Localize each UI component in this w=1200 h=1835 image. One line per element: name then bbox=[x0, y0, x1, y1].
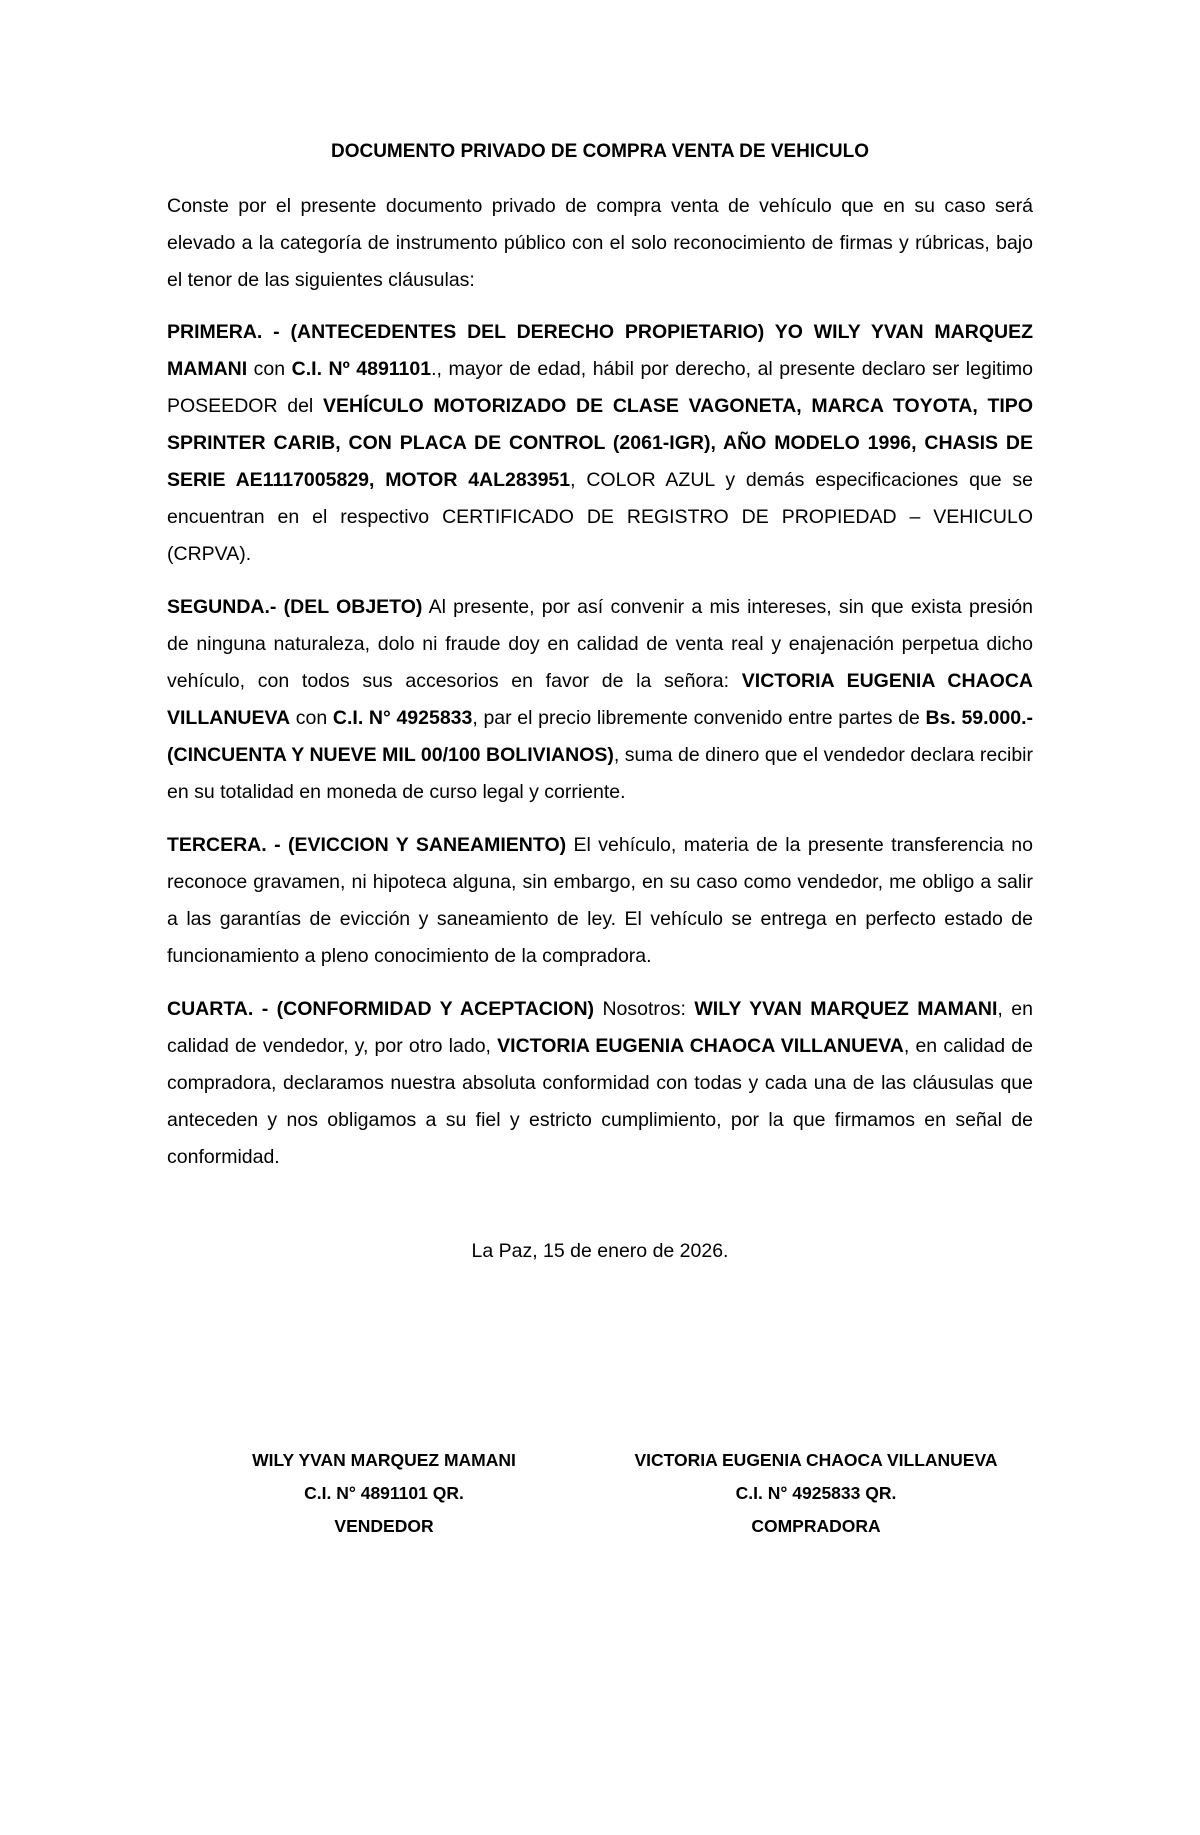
document-body bbox=[167, 188, 1033, 1192]
clause-segunda-heading: SEGUNDA.- (DEL OBJETO) bbox=[167, 596, 423, 618]
clause-text: con bbox=[290, 707, 333, 729]
seller-signature-block bbox=[164, 1444, 604, 1543]
document-title: DOCUMENTO PRIVADO DE COMPRA VENTA DE VEHICULO bbox=[330, 141, 869, 162]
signature-role: COMPRADORA bbox=[751, 1516, 881, 1536]
clause-text: con bbox=[247, 358, 292, 380]
clause-text: El vehículo, materia de la presente transferencia no reconoce gravamen, ni hipoteca alguna, sin embargo, en su caso como vendedor, me obligo a salir a las garantías de evicción y saneamiento de ley. El vehículo se entrega en perfecto estado de funcionamiento a pleno conocimiento de la compradora. bbox=[167, 834, 1033, 967]
clause-text: , en calidad de compradora, declaramos nuestra absoluta conformidad con todas y cada una de las cláusulas que anteceden y nos obligamos a su fiel y estricto cumplimiento, por la que firmamos en señal de conformidad. bbox=[167, 1035, 1033, 1168]
signature-name: VICTORIA EUGENIA CHAOCA VILLANUEVA bbox=[634, 1450, 998, 1470]
seller-name: WILY YVAN MARQUEZ MAMANI bbox=[694, 998, 998, 1020]
place-date-line: La Paz, 15 de enero de 2026. bbox=[471, 1240, 729, 1262]
seller-ci: C.I. Nº 4891101 bbox=[291, 358, 432, 380]
vehicle-description: VEHÍCULO MOTORIZADO DE CLASE VAGONETA, MARCA TOYOTA, TIPO SPRINTER CARIB, CON PLACA DE CONTROL (2061-IGR), AÑO MODELO 1996, CHASIS DE SERIE AE1117005829, MOTOR 4AL283951 bbox=[167, 395, 1033, 491]
signature-role: VENDEDOR bbox=[334, 1516, 434, 1536]
clause-primera-heading: PRIMERA. - (ANTECEDENTES DEL DERECHO PROPIETARIO) YO WILY YVAN MARQUEZ MAMANI bbox=[167, 321, 1033, 380]
clause-text: , par el precio libremente convenido entre partes de bbox=[472, 707, 926, 729]
clause-text: ., mayor de edad, hábil por derecho, al presente declaro ser legitimo POSEEDOR del bbox=[167, 358, 1033, 417]
clause-text: Al presente, por así convenir a mis intereses, sin que exista presión de ninguna naturaleza, dolo ni fraude doy en calidad de venta real y enajenación perpetua dicho vehículo, con todos sus accesorios en favor de la señora: bbox=[167, 596, 1033, 692]
buyer-name: VICTORIA EUGENIA CHAOCA VILLANUEVA bbox=[497, 1035, 904, 1057]
clause-text: Nosotros: bbox=[594, 998, 695, 1020]
clause-segunda bbox=[167, 589, 1033, 811]
buyer-name: VICTORIA EUGENIA CHAOCA VILLANUEVA bbox=[167, 670, 1033, 729]
clause-tercera-heading: TERCERA. - (EVICCION Y SANEAMIENTO) bbox=[167, 834, 567, 856]
clause-primera bbox=[167, 314, 1033, 573]
clause-text: , suma de dinero que el vendedor declara recibir en su totalidad en moneda de curso legal y corriente. bbox=[167, 744, 1033, 803]
signature-name: WILY YVAN MARQUEZ MAMANI bbox=[252, 1450, 516, 1470]
clause-cuarta-heading: CUARTA. - (CONFORMIDAD Y ACEPTACION) bbox=[167, 998, 595, 1020]
signature-ci: C.I. N° 4925833 QR. bbox=[735, 1483, 897, 1503]
clause-tercera bbox=[167, 827, 1033, 975]
clause-cuarta bbox=[167, 991, 1033, 1176]
buyer-ci: C.I. N° 4925833 bbox=[332, 707, 473, 729]
sale-price: Bs. 59.000.- (CINCUENTA Y NUEVE MIL 00/100 BOLIVIANOS) bbox=[167, 707, 1034, 766]
clause-text: , en calidad de vendedor, y, por otro lado, bbox=[167, 998, 1033, 1057]
intro-paragraph: Conste por el presente documento privado de compra venta de vehículo que en su caso será elevado a la categoría de instrumento público con el solo reconocimiento de firmas y rúbricas, bajo el tenor de las siguientes cláusulas: bbox=[167, 195, 1033, 291]
clause-text: , COLOR AZUL y demás especificaciones que se encuentran en el respectivo CERTIFICADO DE REGISTRO DE PROPIEDAD – VEHICULO (CRPVA). bbox=[167, 469, 1033, 565]
signature-ci: C.I. N° 4891101 QR. bbox=[304, 1483, 464, 1503]
buyer-signature-block bbox=[596, 1444, 1036, 1543]
